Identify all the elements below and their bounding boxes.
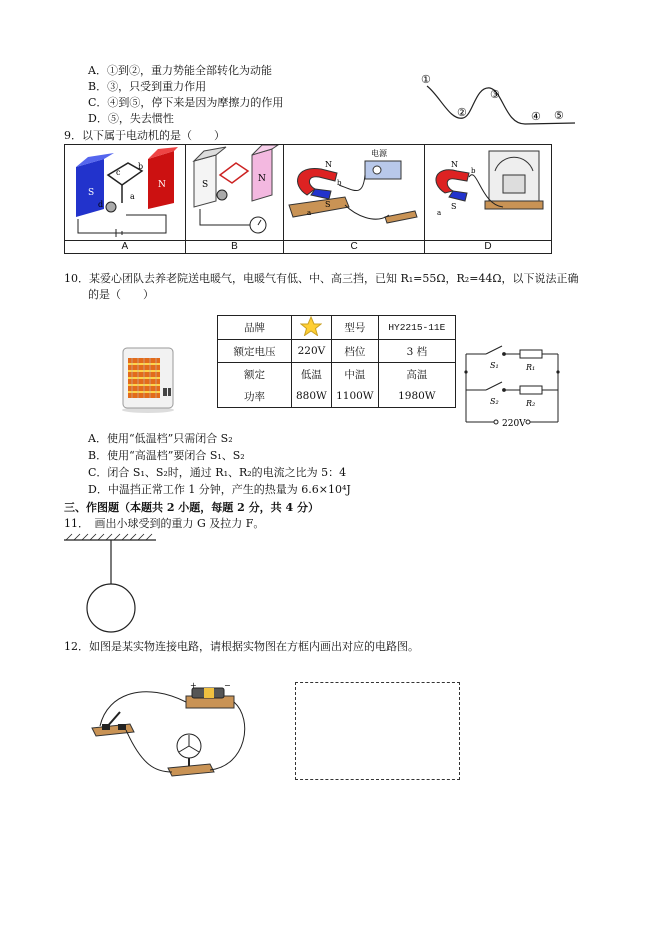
spec-gear-label: 档位: [331, 340, 378, 363]
spec-low-label: 低温: [292, 363, 332, 386]
spec-low-value: 880W: [292, 385, 332, 408]
q8-option-c: C．④到⑤，停下来是因为摩擦力的作用: [88, 96, 284, 109]
spec-brand-star-cell: [292, 316, 332, 340]
svg-text:N: N: [258, 174, 267, 184]
fig-a-cell: [65, 145, 186, 241]
spec-model-label: 型号: [331, 316, 378, 340]
option-label-b: B: [185, 241, 284, 254]
q11-stem: 11． 画出小球受到的重力 G 及拉力 F。: [64, 517, 265, 530]
q10-stem-line2: 的是（ ）: [88, 288, 154, 301]
q12-stem: 12．如图是某实物连接电路，请根据实物图在方框内画出对应的电路图。: [64, 640, 419, 653]
spec-power-label-2: 功率: [218, 385, 292, 408]
svg-text:220V: 220V: [502, 419, 526, 429]
q12-answer-box[interactable]: [295, 682, 460, 780]
q10-circuit-diagram: [458, 340, 568, 432]
fig-d-cell: [425, 145, 552, 241]
svg-text:R₂: R₂: [526, 399, 536, 408]
fig-c-rail: [285, 145, 423, 237]
svg-text:S₂: S₂: [490, 397, 499, 406]
fig-b-generator: [186, 145, 282, 237]
spec-voltage-value: 220V: [292, 340, 332, 363]
curve-label-1: ①: [421, 73, 431, 86]
q8-option-d: D．⑤，失去惯性: [88, 112, 174, 125]
svg-text:c: c: [115, 168, 121, 177]
q10-option-b: B．使用“高温档”要闭合 S₁、S₂: [88, 449, 245, 462]
svg-text:S: S: [325, 200, 331, 209]
q8-option-b: B．③，只受到重力作用: [88, 80, 207, 93]
spec-mid-label: 中温: [331, 363, 378, 386]
fig-d-galvanometer: [425, 145, 551, 237]
svg-text:b: b: [471, 167, 476, 175]
svg-text:S: S: [451, 202, 457, 211]
spec-voltage-label: 额定电压: [218, 340, 292, 363]
svg-text:b: b: [337, 179, 342, 187]
ball: [87, 584, 135, 632]
option-label-d: D: [425, 241, 552, 254]
q10-spec-table: [217, 315, 456, 408]
svg-text:a: a: [437, 209, 442, 217]
q10-option-c: C．闭合 S₁、S₂时，通过 R₁、R₂的电流之比为 5：4: [88, 466, 347, 479]
svg-text:N: N: [325, 160, 333, 169]
fig-c-cell: [284, 145, 425, 241]
q8-option-a: A．①到②，重力势能全部转化为动能: [88, 64, 272, 77]
svg-text:+: +: [190, 681, 197, 690]
option-label-a: A: [65, 241, 186, 254]
star-icon: [300, 316, 322, 336]
svg-text:d: d: [97, 200, 103, 209]
svg-text:S: S: [87, 188, 94, 198]
curve-label-5: ⑤: [554, 109, 564, 122]
spec-mid-value: 1100W: [331, 385, 378, 408]
svg-text:电源: 电源: [371, 149, 388, 158]
spec-high-value: 1980W: [378, 385, 455, 408]
svg-text:R₁: R₁: [526, 363, 536, 372]
spec-power-label-1: 额定: [218, 363, 292, 386]
spec-high-label: 高温: [378, 363, 455, 386]
heater-image: [117, 344, 179, 414]
option-label-c: C: [284, 241, 425, 254]
q12-physical-circuit: [86, 676, 256, 788]
q11-ball-figure: [62, 532, 162, 638]
svg-text:S₁: S₁: [490, 361, 499, 370]
fig-a-motor: [66, 145, 184, 237]
q8-track-figure: [415, 66, 585, 132]
svg-text:N: N: [157, 180, 166, 190]
svg-text:−: −: [224, 681, 231, 690]
svg-text:S: S: [202, 180, 209, 190]
svg-text:a: a: [129, 192, 135, 201]
curve-label-2: ②: [457, 106, 467, 119]
spec-brand-label: 品牌: [218, 316, 292, 340]
svg-text:a: a: [307, 209, 312, 217]
svg-text:b: b: [137, 162, 143, 171]
section-3-heading: 三、作图题（本题共 2 小题，每题 2 分，共 4 分）: [64, 501, 319, 514]
spec-model-value: HY2215-11E: [378, 316, 455, 340]
q10-option-a: A．使用“低温档”只需闭合 S₂: [88, 432, 233, 445]
curve-label-3: ③: [490, 88, 500, 101]
q10-option-d: D．中温挡正常工作 1 分钟，产生的热量为 6.6×10⁴J: [88, 483, 351, 496]
q9-stem: 9．以下属于电动机的是（ ）: [64, 129, 225, 142]
curve-label-4: ④: [531, 110, 541, 123]
q9-figure-table: [64, 144, 552, 254]
spec-gear-value: 3 档: [378, 340, 455, 363]
q10-stem-line1: 10．某爱心团队去养老院送电暖气，电暖气有低、中、高三挡，已知 R₁=55Ω，R₂=44Ω，以下说法正确: [64, 272, 579, 285]
fig-b-cell: [185, 145, 284, 241]
svg-text:N: N: [451, 160, 458, 169]
